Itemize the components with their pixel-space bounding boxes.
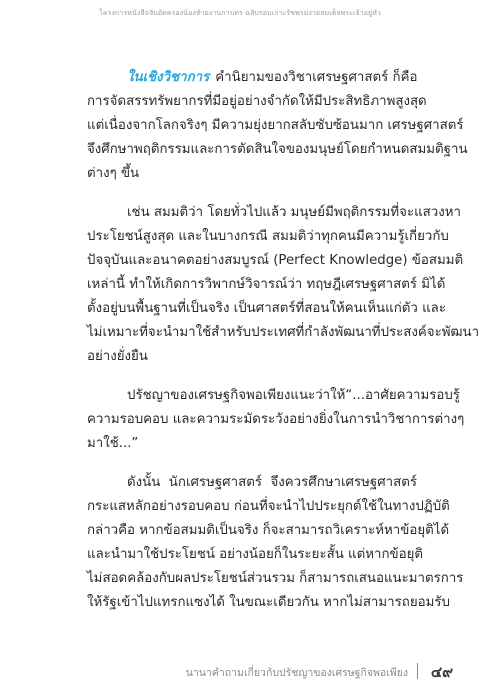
paragraph-line: ตั้งอยู่บนพื้นฐานที่เป็นจริง เป็นศาสตร์ที่สอนให้คนเห็นแก่ตัว และ: [87, 301, 446, 316]
paragraph-line: ดังนั้น นักเศรษฐศาสตร์ จึงควรศึกษาเศรษฐศาสตร์: [127, 475, 417, 490]
paragraph-line: ในเชิงวิชาการ คำนิยามของวิชาเศรษฐศาสตร์ ก็คือ: [127, 70, 418, 85]
page-number: ๔๙: [430, 663, 454, 681]
paragraph-line: และนำมาใช้ประโยชน์ อย่างน้อยก็ในระยะสั้น แต่หากข้อยุติ: [87, 547, 424, 562]
highlighted-term: ในเชิงวิชาการ: [127, 70, 210, 85]
paragraph-line: ไม่สอดคล้องกับผลประโยชน์ส่วนรวม ก็สามารถเสนอแนะมาตรการ: [87, 571, 464, 586]
paragraph-line: ต่างๆ ขึ้น: [87, 166, 140, 181]
paragraph-line: ปรัชญาของเศรษฐกิจพอเพียงแนะว่าให้“...อาศัยความรอบรู้: [127, 388, 460, 403]
paragraph-line: เหล่านี้ ทำให้เกิดการวิพากษ์วิจารณ์ว่า ทฤษฎีเศรษฐศาสตร์ มิได้: [87, 277, 446, 292]
page-footer: [0, 661, 480, 683]
paragraph-line: ประโยชน์สูงสุด และในบางกรณี สมมติว่าทุกคนมีความรู้เกี่ยวกับ: [87, 229, 449, 244]
footer-divider: [417, 663, 418, 679]
paragraph-line: ไม่เหมาะที่จะนำมาใช้สำหรับประเทศที่กำลังพัฒนาที่ประสงค์จะพัฒนา: [87, 325, 480, 340]
footer-title: นานาคำถามเกี่ยวกับปรัชญาของเศรษฐกิจพอเพียง: [185, 667, 408, 679]
paragraph-line: ปัจจุบันและอนาคตอย่างสมบูรณ์ (Perfect Knowledge) ข้อสมมติ: [87, 253, 464, 268]
paragraph-line: ให้รัฐเข้าไปแทรกแซงได้ ในขณะเดียวกัน หากไม่สามารถยอมรับ: [87, 595, 450, 610]
paragraph-line: จึงศึกษาพฤติกรรมและการตัดสินใจของมนุษย์โดยกำหนดสมมติฐาน: [87, 142, 468, 157]
running-header: โครงการหนังสือจับอัดครองน้องท้ายงานกาบทร ฉลับรอบเกาะรัชพรมงายสมเด็จพระเจ้าอยู่หัว: [99, 9, 381, 17]
paragraph-line: กล่าวคือ หากข้อสมมติเป็นจริง ก็จะสามารถวิเคราะห์หาข้อยุติได้: [87, 523, 450, 538]
paragraph-line: ความรอบคอบ และความระมัดระวังอย่างยิ่งในการนำวิชาการต่างๆ: [87, 412, 465, 427]
paragraph-line: มาใช้...”: [87, 436, 139, 451]
paragraph-line: การจัดสรรทรัพยากรที่มีอยู่อย่างจำกัดให้มีประสิทธิภาพสูงสุด: [87, 94, 427, 109]
paragraph-line: กระแสหลักอย่างรอบคอบ ก่อนที่จะนำไปประยุกต์ใช้ในทางปฏิบัติ: [87, 499, 450, 514]
paragraph-line: อย่างยั่งยืน: [87, 349, 148, 364]
paragraph-line: แต่เนื่องจากโลกจริงๆ มีความยุ่งยากสลับซับซ้อนมาก เศรษฐศาสตร์: [87, 118, 464, 133]
paragraph-line: เช่น สมมติว่า โดยทั่วไปแล้ว มนุษย์มีพฤติกรรมที่จะแสวงหา: [127, 205, 461, 220]
